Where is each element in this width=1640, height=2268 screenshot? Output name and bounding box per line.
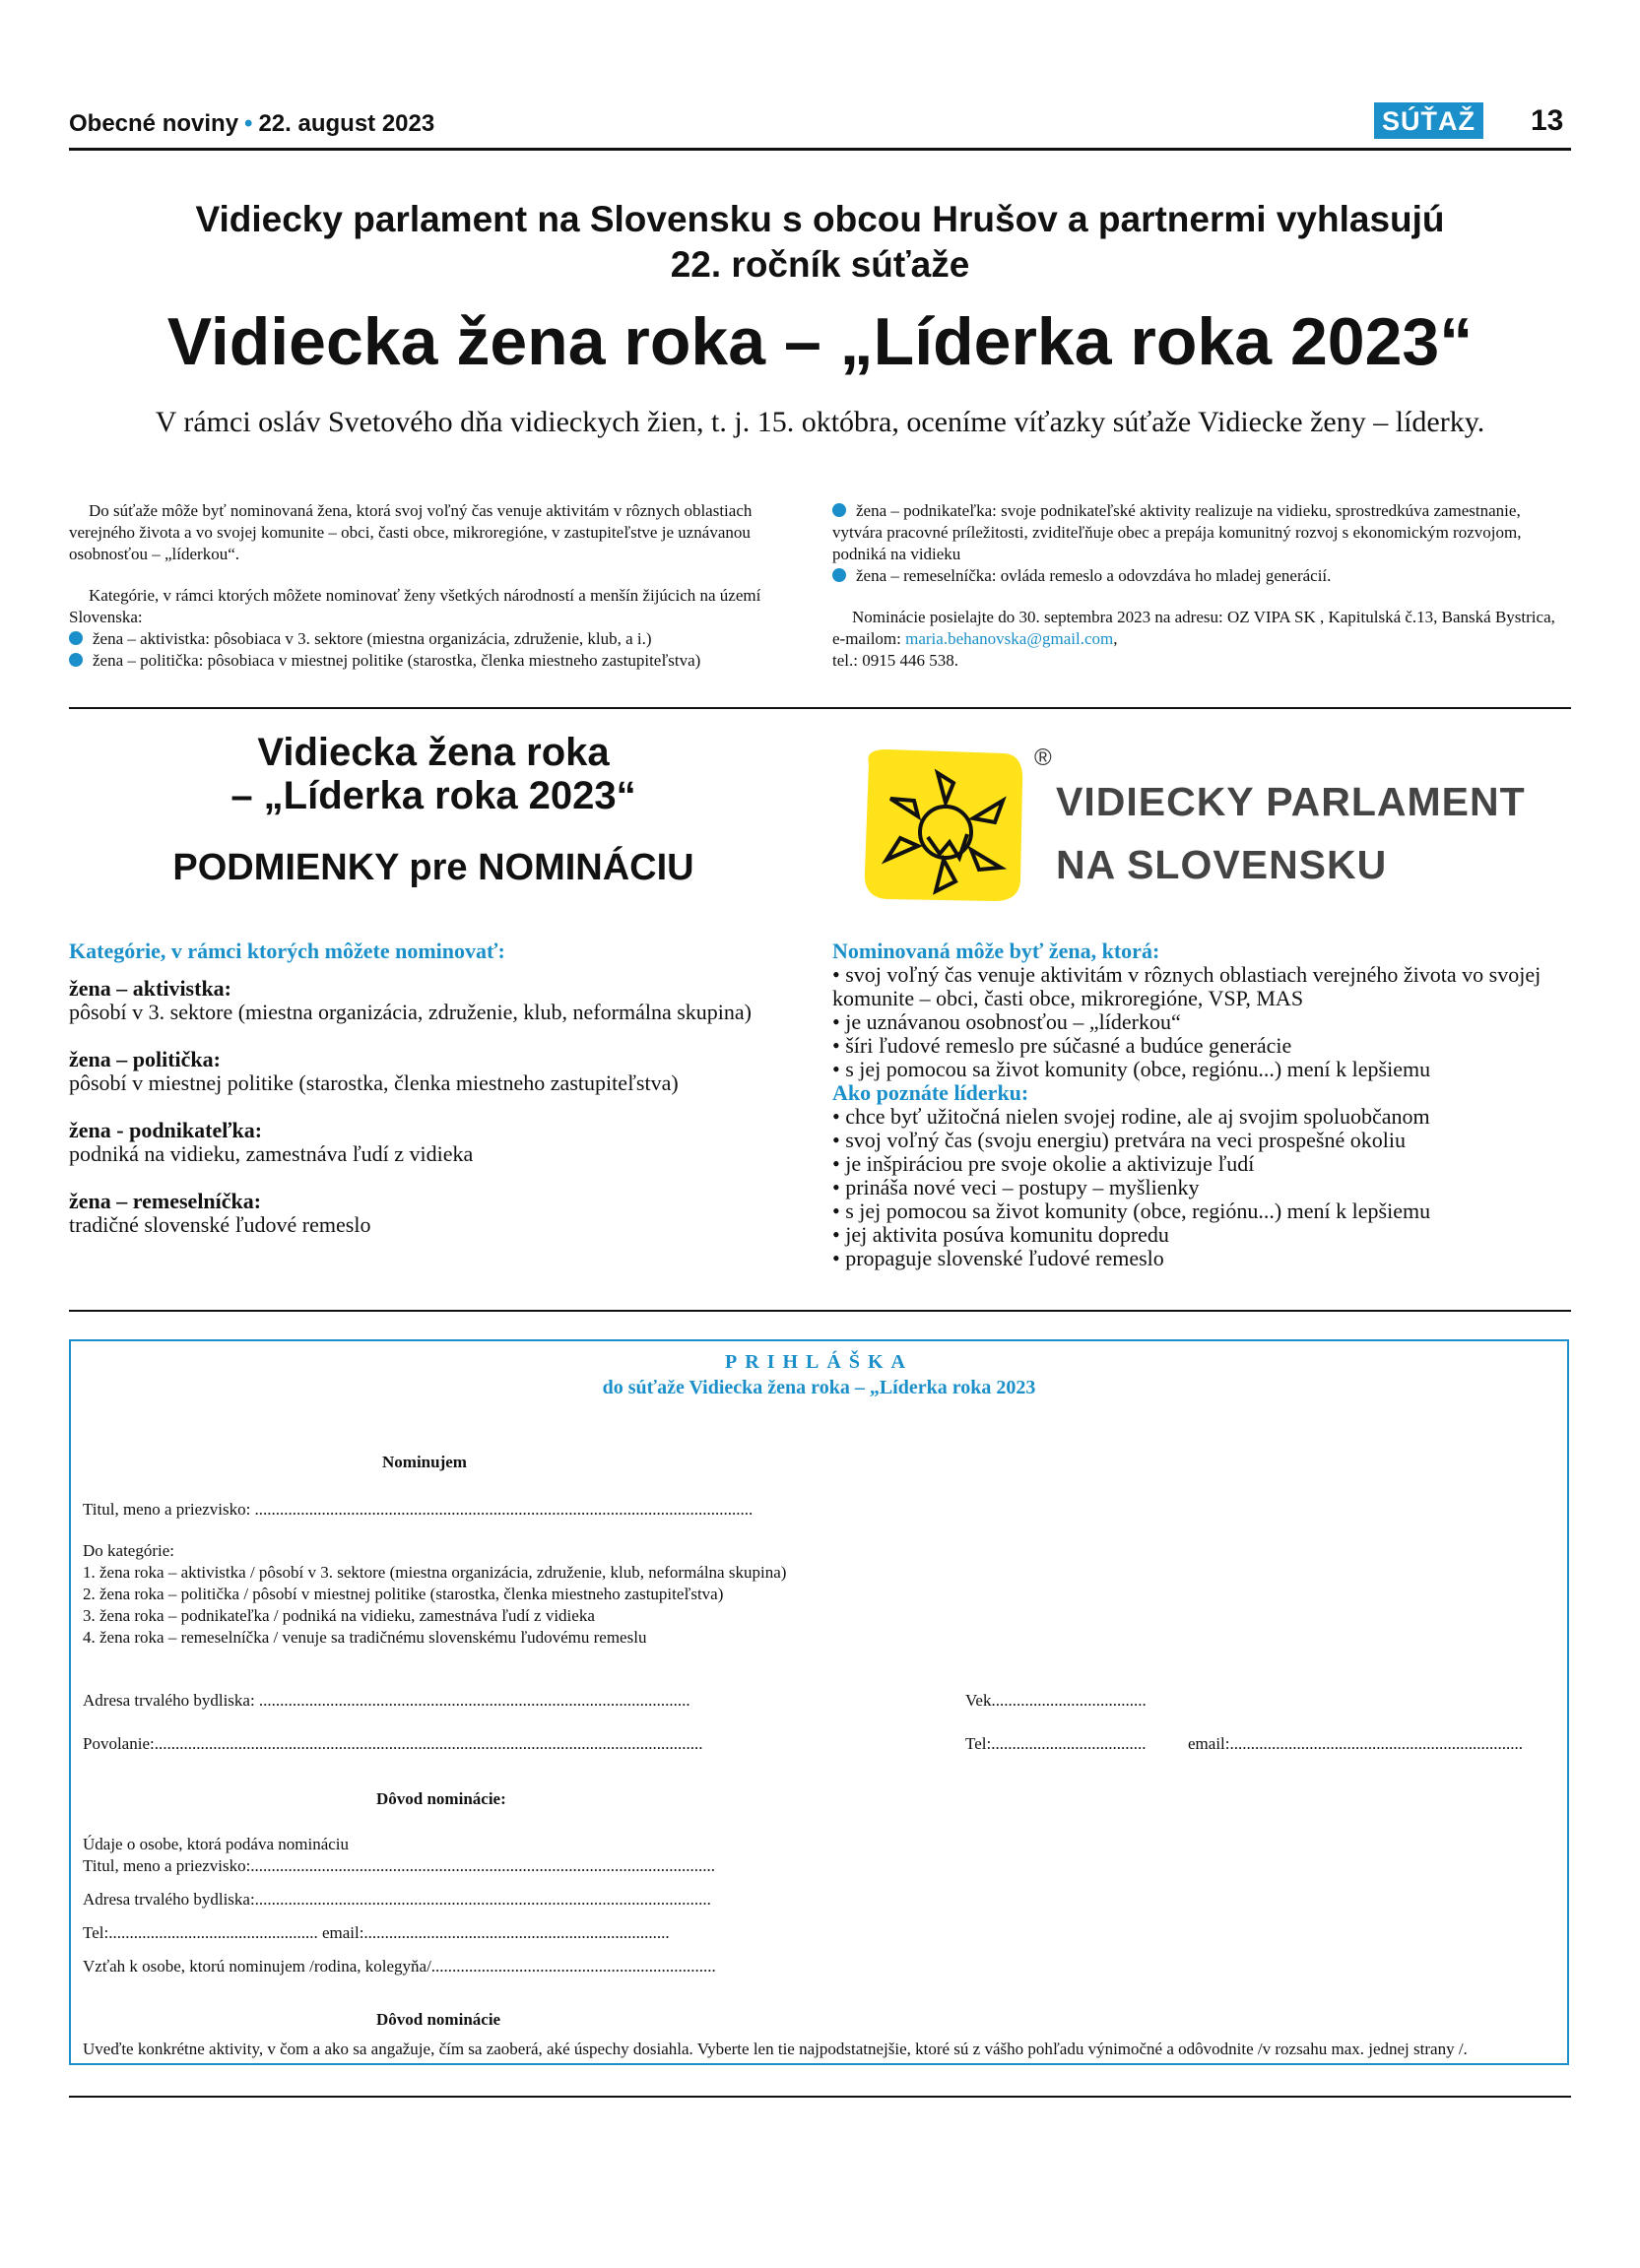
nominator-label: Údaje o osobe, ktorá podáva nomináciu	[83, 1835, 350, 1853]
category-item-politician	[69, 1048, 798, 1095]
intro-column-right	[832, 500, 1571, 672]
logo-yellow-square	[865, 749, 1022, 901]
reason-heading-2	[376, 2009, 500, 2031]
bullet-text: žena – podnikateľka: svoje podnikateľské aktivity realizuje na vidieku, sprostredkúva zamestnanie, vytvára pracovné príležitosti, zviditeľňuje obec a prepája komunitný rozvoj s ekonomickým rozvojom, podniká na vidieku	[832, 501, 1522, 563]
conditions-title	[69, 731, 798, 817]
category-term: žena – politička:	[69, 1047, 221, 1071]
submission-phone: tel.: 0915 446 538.	[832, 651, 958, 670]
intro-heading	[69, 197, 1571, 288]
bottom-rule	[69, 2096, 1571, 2098]
criteria-block	[832, 940, 1581, 1270]
intro-subtitle: V rámci osláv Svetového dňa vidieckych žien, t. j. 15. októbra, oceníme víťazky súťaže Vidiecke ženy – líderky.	[155, 406, 1485, 438]
category-item-activist	[69, 977, 798, 1024]
form-title: PRIHLÁŠKA	[725, 1351, 913, 1373]
email-end: ,	[1113, 629, 1118, 648]
criteria-heading-1: Nominovaná môže byť žena, ktorá:	[832, 939, 1160, 963]
section-badge: SÚŤAŽ	[1374, 102, 1483, 139]
categories-block	[69, 940, 798, 1261]
list-item: • propaguje slovenské ľudové remeslo	[832, 1247, 1581, 1270]
nominator-block	[83, 1834, 716, 1977]
form-subtitle: do súťaže Vidiecka žena roka – „Líderka roka 2023	[602, 1377, 1036, 1398]
form-nominate-heading	[382, 1452, 467, 1473]
category-bullet-entrepreneur	[832, 500, 1571, 565]
registered-mark: ®	[1034, 745, 1052, 771]
reason-heading	[376, 1788, 506, 1810]
logo-text-line2: NA SLOVENSKU	[1056, 842, 1388, 887]
list-item: • chce byť užitočná nielen svojej rodine, ale aj svojim spoluobčanom	[832, 1105, 1581, 1129]
header-rule	[69, 148, 1571, 151]
nominee-job-field[interactable]: Povolanie:...................................................................................................................................	[83, 1734, 703, 1753]
category-option-1[interactable]: 1. žena roka – aktivistka / pôsobí v 3. sektore (miestna organizácia, združenie, klub, neformálna skupina)	[83, 1563, 787, 1582]
bullet-text: žena – aktivistka: pôsobiaca v 3. sektore (miestna organizácia, združenie, klub, a i.)	[93, 629, 652, 648]
conditions-title-line1: Vidiecka žena roka	[257, 731, 610, 774]
list-item: • s jej pomocou sa život komunity (obce, regiónu...) mení k lepšiemu	[832, 1199, 1581, 1223]
email-link[interactable]: maria.behanovska@gmail.com	[905, 629, 1114, 648]
reason-heading-text: Dôvod nominácie:	[376, 1789, 506, 1808]
conditions-title-line2: – „Líderka roka 2023“	[230, 774, 636, 817]
category-desc: podniká na vidieku, zamestnáva ľudí z vidieka	[69, 1141, 474, 1166]
publication-name: Obecné noviny	[69, 110, 239, 137]
category-item-craftswoman	[69, 1190, 798, 1237]
list-item: • šíri ľudové remeslo pre súčasné a budúce generácie	[832, 1034, 1581, 1058]
email-label: e-mailom:	[832, 629, 906, 648]
category-option-4[interactable]: 4. žena roka – remeselníčka / venuje sa tradičnému slovenskému ľudovému remeslu	[83, 1628, 647, 1647]
category-term: žena – remeselníčka:	[69, 1189, 262, 1213]
bullet-icon	[832, 503, 846, 517]
section-rule	[69, 1310, 1571, 1312]
section-rule	[69, 707, 1571, 709]
issue-date: 22. august 2023	[258, 110, 435, 137]
intro-column-left	[69, 500, 806, 672]
nominee-tel-field[interactable]: Tel:.....................................	[965, 1734, 1147, 1753]
bullet-icon	[69, 653, 83, 667]
reason-heading-2-text: Dôvod nominácie	[376, 2010, 501, 2029]
intro-paragraph-2: Kategórie, v rámci ktorých môžete nominovať ženy všetkých národností a menšín žijúcich na území Slovenska:	[69, 586, 761, 626]
category-label: Do kategórie:	[83, 1541, 174, 1560]
nominator-address-field[interactable]: Adresa trvalého bydliska:.............................................................................................................	[83, 1890, 711, 1909]
category-desc: pôsobí v miestnej politike (starostka, členka miestneho zastupiteľstva)	[69, 1070, 679, 1095]
category-option-2[interactable]: 2. žena roka – politička / pôsobí v miestnej politike (starostka, členka miestneho zastupiteľstva)	[83, 1585, 724, 1603]
category-option-3[interactable]: 3. žena roka – podnikateľka / podniká na vidieku, zamestnáva ľudí z vidieka	[83, 1606, 595, 1625]
bullet-text: žena – politička: pôsobiaca v miestnej politike (starostka, členka miestneho zastupiteľstva)	[93, 651, 701, 670]
separator-dot: •	[244, 110, 253, 137]
category-term: žena - podnikateľka:	[69, 1118, 263, 1142]
submission-address: Nominácie posielajte do 30. septembra 2023 na adresu: OZ VIPA SK , Kapitulská č.13, Banská Bystrica,	[852, 608, 1555, 626]
submission-email-line	[832, 628, 1571, 650]
intro-heading-line1: Vidiecky parlament na Slovensku s obcou Hrušov a partnermi vyhlasujú	[195, 199, 1445, 239]
category-bullet-politician	[69, 650, 806, 672]
category-bullet-craftswoman	[832, 565, 1571, 587]
list-item: • je inšpiráciou pre svoje okolie a aktivizuje ľudí	[832, 1152, 1581, 1176]
criteria-list-2	[832, 1105, 1581, 1270]
category-bullet-activist	[69, 628, 806, 650]
criteria-list-1	[832, 963, 1581, 1081]
bullet-icon	[832, 568, 846, 582]
criteria-heading-2: Ako poznáte líderku:	[832, 1080, 1029, 1105]
category-desc: pôsobí v 3. sektore (miestna organizácia, združenie, klub, neformálna skupina)	[69, 1000, 752, 1024]
main-title: Vidiecka žena roka – „Líderka roka 2023“	[166, 304, 1474, 379]
logo-text	[1056, 770, 1526, 896]
conditions-subtitle: PODMIENKY pre NOMINÁCIU	[172, 847, 694, 888]
nominee-age-field[interactable]: Vek.....................................	[965, 1691, 1147, 1710]
category-choices	[83, 1540, 786, 1649]
nominate-label: Nominujem	[382, 1453, 467, 1471]
list-item: • jej aktivita posúva komunitu dopredu	[832, 1223, 1581, 1247]
list-item: • s jej pomocou sa život komunity (obce, regiónu...) mení k lepšiemu	[832, 1058, 1581, 1081]
nominator-contact-field[interactable]: Tel:.................................................. email:.........................................................................	[83, 1923, 670, 1942]
bullet-text: žena – remeselníčka: ovláda remeslo a odovzdáva ho mladej generácií.	[856, 566, 1332, 585]
nominee-name-field[interactable]: Titul, meno a priezvisko: .......................................................................................................................	[83, 1500, 754, 1519]
category-term: žena – aktivistka:	[69, 976, 231, 1001]
list-item: • svoj voľný čas venuje aktivitám v rôznych oblastiach verejného života vo svojej komunite – obci, časti obce, mikroregióne, VSP, MAS	[832, 963, 1581, 1010]
category-desc: tradičné slovenské ľudové remeslo	[69, 1212, 371, 1237]
nominee-address-field[interactable]: Adresa trvalého bydliska: .......................................................................................................	[83, 1691, 690, 1710]
bullet-icon	[69, 631, 83, 645]
list-item: • prináša nové veci – postupy – myšlienky	[832, 1176, 1581, 1199]
category-item-entrepreneur	[69, 1119, 798, 1166]
categories-heading: Kategórie, v rámci ktorých môžete nominovať:	[69, 939, 505, 963]
masthead	[69, 110, 434, 138]
intro-heading-line2: 22. ročník súťaže	[670, 244, 970, 285]
intro-paragraph-1: Do súťaže môže byť nominovaná žena, ktorá svoj voľný čas venuje aktivitám v rôznych oblastiach verejného života a vo svojej komunite – obci, časti obce, mikroregióne, v zastupiteľstve je uznávanou osobnosťou – „líderkou“.	[69, 501, 753, 563]
list-item: • svoj voľný čas (svoju energiu) pretvára na veci prospešné okoliu	[832, 1129, 1581, 1152]
relation-field[interactable]: Vzťah k osobe, ktorú nominujem /rodina, kolegyňa/....................................................................	[83, 1957, 716, 1976]
list-item: • je uznávanou osobnosťou – „líderkou“	[832, 1010, 1581, 1034]
nominator-name-field[interactable]: Titul, meno a priezvisko:...............................................................................................................	[83, 1856, 716, 1875]
page-number: 13	[1531, 104, 1564, 137]
nominee-email-field[interactable]: email:......................................................................	[1188, 1734, 1523, 1753]
reason-instructions: Uveďte konkrétne aktivity, v čom a ako sa angažuje, čím sa zaoberá, aké úspechy dosiahla. Vyberte len tie najpodstatnejšie, ktoré sú z vášho pohľadu výnimočné a odôvodnite /v rozsahu max. jednej strany /.	[83, 2040, 1468, 2058]
logo-text-line1: VIDIECKY PARLAMENT	[1056, 779, 1526, 824]
